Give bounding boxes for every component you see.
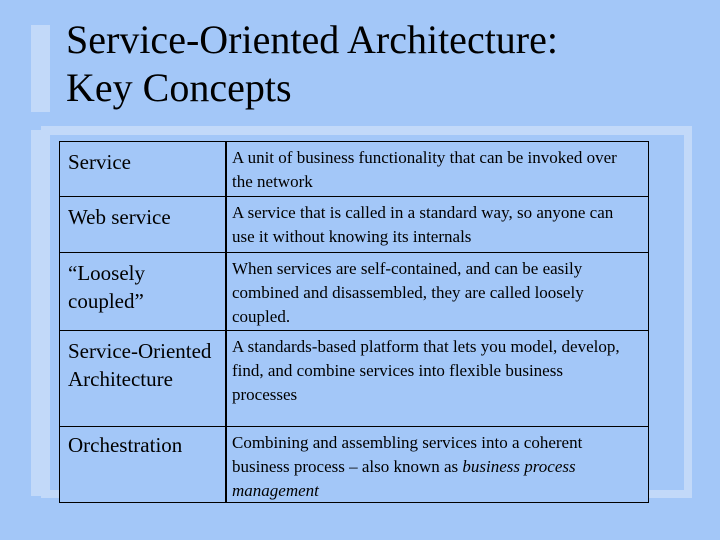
term-orchestration: Orchestration [68,433,183,457]
decorative-line-vertical [41,126,50,496]
definition-service: A unit of business functionality that can be invoked over the network [232,148,617,191]
table-row-loosely-coupled [60,252,648,331]
slide-title-line-2: Key Concepts [66,65,292,110]
term-service: Service [68,150,131,174]
definition-soa: A standards-based platform that lets you model, develop, find, and combine services into flexible business processes [232,337,620,404]
table-row-web-service [60,196,648,253]
table-row-service [60,142,648,196]
term-web-service: Web service [68,205,171,229]
term-soa: Service-Oriented Architecture [68,339,212,391]
decorative-bar-top [31,25,50,112]
definition-orchestration-emphasis: business process management [232,457,576,500]
term-loosely-coupled: “Loosely coupled” [68,261,145,313]
decorative-line-horizontal [41,126,692,135]
definition-loosely-coupled: When services are self-contained, and can be easily combined and disassembled, they are called loosely coupled. [232,259,584,326]
slide-title-line-1: Service-Oriented Architecture: [66,17,558,62]
concepts-table [59,141,649,503]
definition-orchestration-text: Combining and assembling services into a coherent business process – also known as [232,433,583,476]
definition-orchestration [232,431,632,503]
slide-title [66,16,686,112]
table-row-soa [60,330,648,427]
table-row-orchestration [60,426,648,503]
definition-web-service: A service that is called in a standard way, so anyone can use it without knowing its internals [232,203,614,246]
decorative-line-right [684,126,692,498]
